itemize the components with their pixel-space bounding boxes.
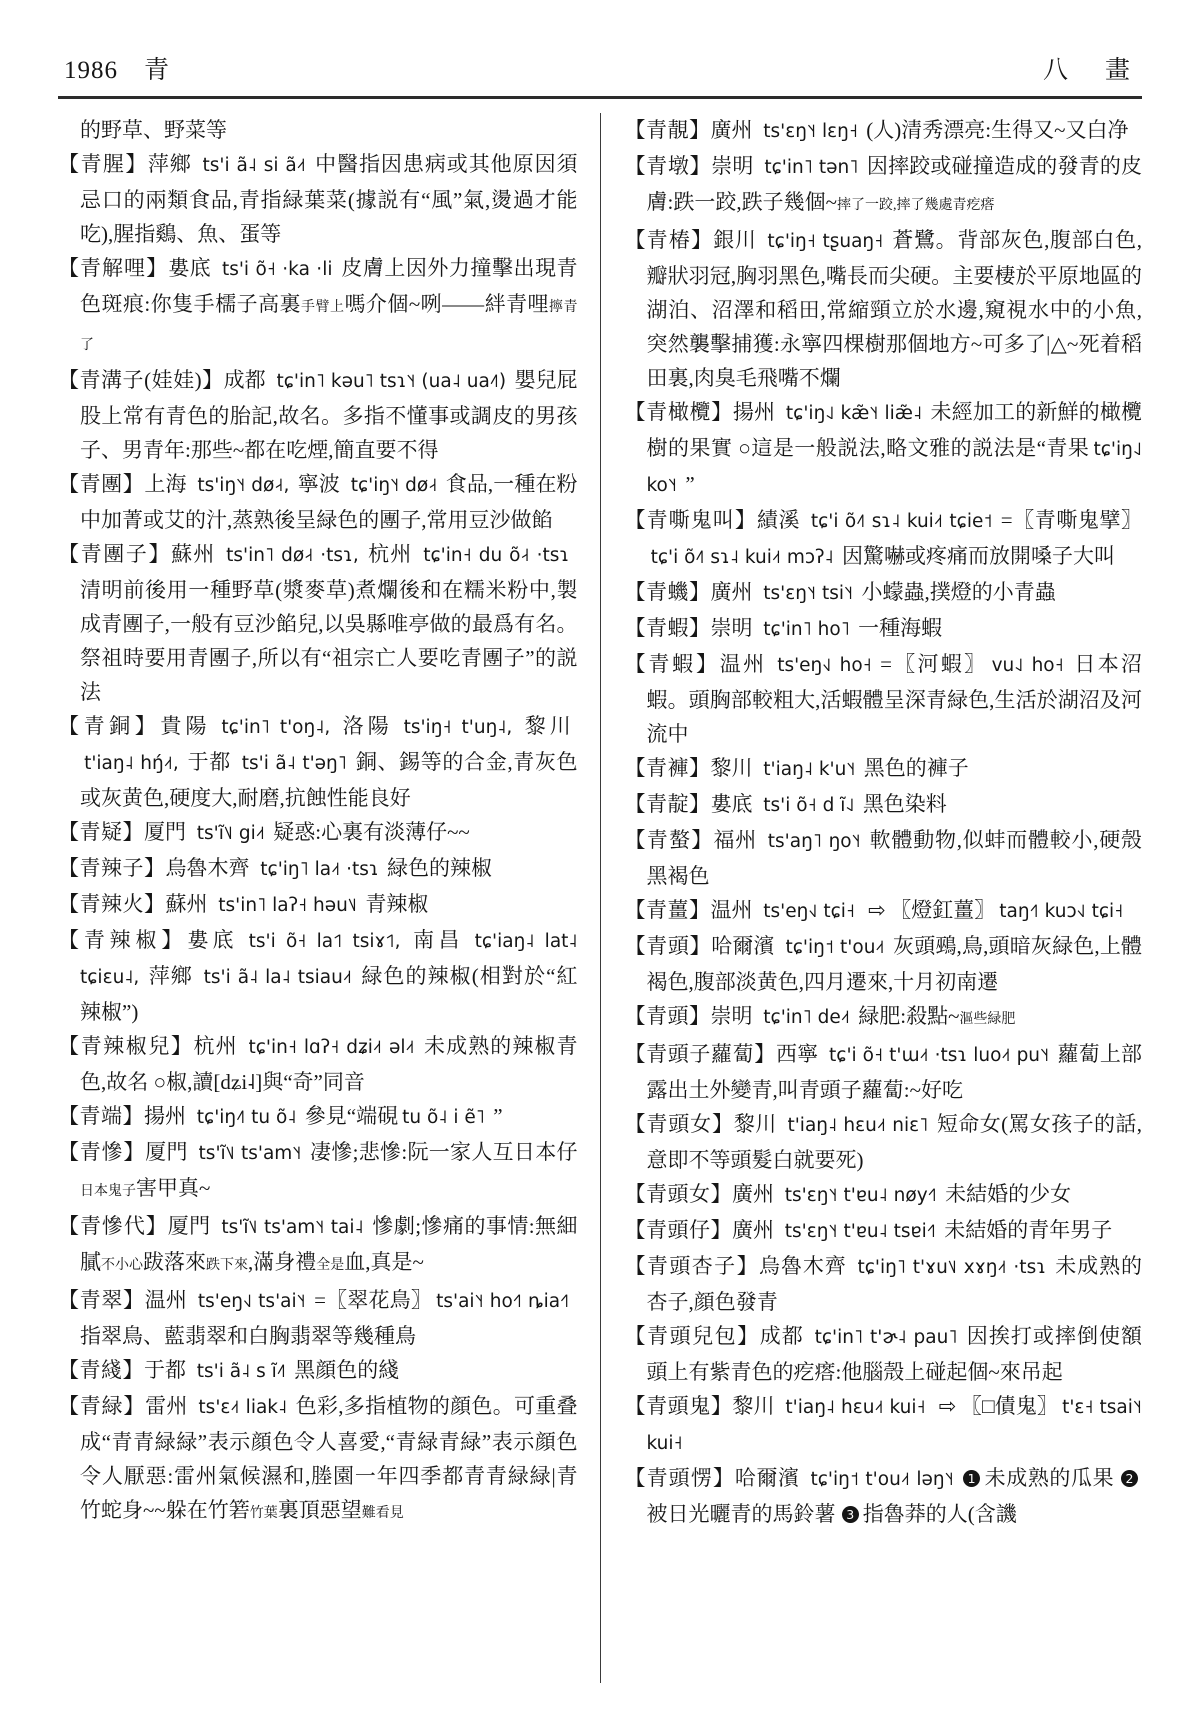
headword: 【青靚】 xyxy=(624,118,711,142)
definition-text: 嬰兒屁股上常有青色的胎記,故名。多指不懂事或調皮的男孩子、男青年:那些~都在吃煙,簡直要不得 xyxy=(80,368,578,462)
definition-text: 緑色的辣椒(相對於“紅辣椒”) xyxy=(80,964,578,1024)
headword: 【青辣火】 xyxy=(58,892,166,916)
phonetic-transcription: ts'ĩ˥˩ ts'am˥˧ xyxy=(198,1143,302,1164)
phonetic-transcription: ts'in˥ laʔ˧ həu˥˩ xyxy=(218,895,358,916)
phonetic-transcription: ts'aŋ˥ ŋo˥˧ xyxy=(767,831,861,852)
definition-text: 血,真是~ xyxy=(344,1250,424,1274)
phonetic-transcription: tu õ˨ i ẽ˥ xyxy=(402,1107,485,1128)
dictionary-entry xyxy=(625,113,1143,149)
phonetic-transcription: ts'ĩ˥˩ ts'am˥˧ tai˨ xyxy=(221,1217,364,1238)
phonetic-transcription: ts'ɛŋ˥˧ lɛŋ˧ xyxy=(763,121,858,142)
dialect-location: 杭州 xyxy=(367,542,413,566)
phonetic-transcription: ts'ɛŋ˥˧ t'ɐu˨ tsɐi˧˥ xyxy=(784,1221,936,1242)
definition-text: 黑顔色的綫 xyxy=(294,1358,400,1382)
dialect-location: 烏魯木齊 xyxy=(759,1254,847,1278)
page-header xyxy=(58,50,1142,96)
definition-text: (人)清秀漂亮:生得又~又白净 xyxy=(866,118,1129,142)
phonetic-transcription: tɕ'i õ˨˥ sɿ˨ kui˨˦ mɔʔ˨ xyxy=(650,547,834,568)
headword: 【青螯】 xyxy=(624,828,714,852)
headword: 【青頭】 xyxy=(624,934,712,958)
cross-reference: 〖□債鬼〗 xyxy=(960,1394,1059,1418)
definition-text: 未經加工的新鮮的橄欖樹的果實 ○這是一般説法,略文雅的説法是“青果 xyxy=(646,400,1142,460)
dictionary-entry xyxy=(625,1389,1143,1461)
phonetic-transcription: tɕ'in˥ kəu˥ tsɿ˥˧ (ua˨ ua˨˥) xyxy=(276,371,507,392)
dictionary-entry xyxy=(58,1353,578,1389)
circled-number: 1 xyxy=(963,1470,980,1487)
definition-text: 黑色染料 xyxy=(862,792,947,816)
definition-text: 害甲真~ xyxy=(136,1176,211,1200)
phonetic-transcription: tɕ'iŋ˥ t'ɤu˥˩ xɤŋ˨˦ ·tsɿ xyxy=(857,1257,1047,1278)
dictionary-entry xyxy=(58,1209,578,1283)
headword: 【青疑】 xyxy=(58,820,144,844)
definition-text: = xyxy=(1000,508,1013,532)
dialect-location: 銀川 xyxy=(713,228,757,252)
phonetic-transcription: tɕ'iŋ˥ la˨˦ ·tsɿ xyxy=(260,859,379,880)
phonetic-transcription: ts'iŋ˧ t'uŋ˨, xyxy=(403,717,513,738)
page-number: 1986 xyxy=(64,57,118,84)
dialect-location: 黎川 xyxy=(520,714,571,738)
definition-text: 因摔跤或碰撞造成的發青的皮膚:跌一跤,跌子幾個~ xyxy=(646,154,1142,214)
phonetic-transcription: ts'ai˥˧ ho˧˥ ȵia˧˥ xyxy=(436,1291,570,1312)
dialect-location: 西寧 xyxy=(775,1042,819,1066)
definition-text: 未結婚的青年男子 xyxy=(944,1218,1113,1242)
phonetic-transcription: taŋ˧˥ kuɔ˧˩ tɕi˧ xyxy=(999,901,1124,922)
phonetic-transcription: tɕ'iŋ˨˥ tu õ˨ xyxy=(196,1107,297,1128)
dictionary-entry xyxy=(625,1249,1143,1319)
definition-text: = xyxy=(880,652,892,676)
circled-number: 3 xyxy=(842,1506,859,1523)
definition-text: 食品,一種在粉中加菁或艾的汁,蒸熟後呈緑色的團子,常用豆沙做餡 xyxy=(80,472,578,532)
dictionary-entry xyxy=(58,923,578,1029)
dictionary-entry xyxy=(625,1107,1143,1177)
dialect-location: 成都 xyxy=(223,368,266,392)
headword: 【青頭杏子】 xyxy=(624,1254,760,1278)
phonetic-transcription: tɕ'iŋ˨˩ ko˥˧ xyxy=(646,439,1142,496)
dictionary-entry xyxy=(625,149,1143,223)
cross-reference: 〖燈釭薑〗 xyxy=(890,898,996,922)
header-left xyxy=(64,50,169,86)
dictionary-entry xyxy=(625,1037,1143,1107)
dictionary-entry xyxy=(58,113,578,147)
phonetic-transcription: ts'ɛ˨˦ liak˨ xyxy=(198,1397,288,1418)
definition-text: 蒼鷺。背部灰色,腹部白色,瓣狀羽冠,胸羽黑色,嘴長而尖硬。主要棲於平原地區的湖泊、沼澤和稻田,常縮頸立於水邊,窺視水中的小魚,突然襲擊捕獲:永寧四棵樹那個地方~可多了|△~死着稻田裏,肉臭毛飛嘴不爛 xyxy=(646,228,1142,390)
definition-text: 一種海蝦 xyxy=(858,616,943,640)
gloss-small-text: 竹葉 xyxy=(249,1506,278,1521)
phonetic-transcription: ts'ĩ˥˩ gi˨˦ xyxy=(196,823,265,844)
cross-reference: 〖翠花鳥〗 xyxy=(325,1288,433,1312)
phonetic-transcription: tɕ'in˧ du õ˨˧ ·tsɿ xyxy=(423,545,570,566)
dictionary-entry xyxy=(58,815,578,851)
section-title: 八 畫 xyxy=(1042,57,1136,84)
headword: 【青緑】 xyxy=(58,1394,146,1418)
gloss-small-text: 跌下來 xyxy=(206,1258,248,1273)
dictionary-entry xyxy=(58,1029,578,1099)
headword: 【青辣椒】 xyxy=(58,928,188,952)
definition-text: 色彩,多指植物的顔色。可重叠成“青青緑緑”表示顔色令人喜愛,“青緑青緑”表示顔色令人厭惡:雷州氣候濕和,塍園一年四季都青青緑緑|青竹蛇身~~躲在竹箬 xyxy=(80,1394,578,1522)
dictionary-entry xyxy=(625,787,1143,823)
definition-text: 短命女(罵女孩子的話,意即不等頭髮白就要死) xyxy=(646,1112,1142,1172)
headword: 【青翠】 xyxy=(58,1288,145,1312)
circled-number: 2 xyxy=(1121,1470,1138,1487)
phonetic-transcription: t'iaŋ˨ hɛu˨˦ kui˧ xyxy=(785,1397,926,1418)
dictionary-columns xyxy=(58,113,1142,1683)
definition-text: 青辣椒 xyxy=(365,892,429,916)
dialect-location: 婁底 xyxy=(168,256,212,280)
definition-text: 緑肥:殺點~ xyxy=(858,1004,960,1028)
phonetic-transcription: tɕ'iŋ˥˧ dø˨˧ xyxy=(350,475,438,496)
dialect-location: 蘇州 xyxy=(165,892,208,916)
headword: 【青蟣】 xyxy=(624,580,711,604)
dictionary-entry xyxy=(625,503,1143,575)
headword: 【青薑】 xyxy=(624,898,711,922)
phonetic-transcription: ts'eŋ˧˩ tɕi˧ xyxy=(763,901,856,922)
definition-text: 未成熟的辣椒青色,故名 ○椒,讀[dʑi˨]與“奇”同音 xyxy=(80,1034,578,1094)
phonetic-transcription: ts'ɛŋ˥˧ t'ɐu˨ nøy˧˥ xyxy=(784,1185,937,1206)
dictionary-entry xyxy=(58,887,578,923)
dialect-location: 雷州 xyxy=(145,1394,188,1418)
definition-text: 參見“端硯 xyxy=(304,1104,399,1128)
dialect-location: 于都 xyxy=(144,1358,186,1382)
headword: 【青辣椒兒】 xyxy=(58,1034,194,1058)
definition-text: 被日光曬青的馬鈴薯 xyxy=(646,1502,841,1526)
dictionary-entry xyxy=(625,1213,1143,1249)
header-rule xyxy=(58,96,1142,99)
headword: 【青辣子】 xyxy=(58,856,166,880)
definition-text: 因挨打或摔倒使額頭上有紫青色的疙瘩:他腦殼上碰起個~來吊起 xyxy=(646,1324,1142,1384)
dictionary-entry xyxy=(58,851,578,887)
definition-text: 中醫指因患病或其他原因須忌口的兩類食品,青指緑葉菜(據説有“風”氣,燙過才能吃),腥指鷄、魚、蛋等 xyxy=(80,152,578,246)
definition-text: 未成熟的瓜果 xyxy=(984,1466,1121,1490)
cross-reference: 〖青嘶鬼擘〗 xyxy=(1012,508,1142,532)
phonetic-transcription: t'iaŋ˨ hŋ́˨˦, xyxy=(84,753,179,774)
definition-text: 指魯莽的人(含譏 xyxy=(862,1502,1017,1526)
dictionary-entry xyxy=(58,537,578,709)
definition-text: = xyxy=(314,1288,326,1312)
definition-text: 嗎介個~咧——絆青哩 xyxy=(344,292,550,316)
gloss-small-text: 不小心 xyxy=(101,1258,143,1273)
headword: 【青頭】 xyxy=(624,1004,711,1028)
dialect-location: 黎川 xyxy=(733,1112,777,1136)
dialect-location: 婁底 xyxy=(710,792,753,816)
phonetic-transcription: tɕ'iŋ˨˩ kæ̃˥˧ liæ̃˨ xyxy=(785,403,923,424)
definition-text: 因驚嚇或疼痛而放開嗓子大叫 xyxy=(841,544,1115,568)
dialect-location: 南昌 xyxy=(408,928,464,952)
definition-text: 日本沼蝦。頭胸部較粗大,活蝦體呈深青緑色,生活於湖沼及河流中 xyxy=(646,652,1142,746)
headword: 【青橄欖】 xyxy=(624,400,733,424)
phonetic-transcription: ts'i ã˨ t'əŋ˥ xyxy=(241,753,347,774)
dictionary-entry xyxy=(58,147,578,251)
dialect-location: 厦門 xyxy=(145,1140,188,1164)
definition-text: 清明前後用一種野草(漿麥草)煮爛後和在糯米粉中,製成青團子,一般有豆沙餡兒,以吳縣唯亭做的最爲有名。祭祖時要用青團子,所以有“祖宗亡人要吃青團子”的説法 xyxy=(80,578,578,704)
dialect-location: 温州 xyxy=(710,898,753,922)
dialect-location: 寧波 xyxy=(297,472,340,496)
phonetic-transcription: tɕ'iaŋ˨ lat˨ tɕiɛu˨, xyxy=(80,931,578,988)
definition-text: 皮膚上因外力撞擊出現青色斑痕:你隻手檽子高裏 xyxy=(80,256,578,316)
phonetic-transcription: tɕ'in˥ ho˥ xyxy=(763,619,850,640)
gloss-small-text: 全是 xyxy=(316,1258,345,1273)
dialect-location: 烏魯木齊 xyxy=(165,856,250,880)
dialect-location: 福州 xyxy=(713,828,757,852)
dialect-location: 崇明 xyxy=(710,1004,753,1028)
phonetic-transcription: t'ɛ˧ tsai˥˧ kui˧ xyxy=(646,1397,1142,1454)
left-column xyxy=(58,113,600,1683)
dictionary-entry xyxy=(58,1135,578,1209)
headword: 【青頭女】 xyxy=(624,1182,732,1206)
dictionary-entry xyxy=(58,467,578,537)
headword: 【青靛】 xyxy=(624,792,711,816)
arrow-icon: ⇨ xyxy=(867,898,886,922)
gloss-small-text: 摔了一跤,摔了幾處青疙瘩 xyxy=(836,198,995,213)
dialect-location: 萍鄉 xyxy=(147,964,193,988)
headword: 【青頭仔】 xyxy=(624,1218,732,1242)
phonetic-transcription: ts'i ã˨ si ã˨˦ xyxy=(202,155,306,176)
page-guide-char: 青 xyxy=(144,57,170,84)
dialect-location: 揚州 xyxy=(732,400,776,424)
dictionary-entry xyxy=(625,823,1143,893)
phonetic-transcription: tɕ'i õ˨˥ sɿ˨ kui˨˦ tɕie˦ xyxy=(810,511,993,532)
definition-text: ” xyxy=(685,472,695,496)
definition-text: 裏頂惡望 xyxy=(277,1498,362,1522)
headword: 【青團】 xyxy=(58,472,145,496)
dialect-location: 績溪 xyxy=(756,508,801,532)
phonetic-transcription: ts'i õ˧ ·ka ·li xyxy=(221,259,333,280)
definition-text: 緑色的辣椒 xyxy=(387,856,493,880)
dictionary-entry xyxy=(625,1319,1143,1389)
dictionary-entry xyxy=(625,893,1143,929)
dialect-location: 廣州 xyxy=(710,580,753,604)
dialect-location: 厦門 xyxy=(167,1214,211,1238)
definition-text: 指翠鳥、藍翡翠和白胸翡翠等幾種鳥 xyxy=(80,1324,416,1348)
dialect-location: 貴陽 xyxy=(160,714,211,738)
dialect-location: 温州 xyxy=(719,652,767,676)
dictionary-entry xyxy=(58,1283,578,1353)
definition-text: ,滿身禮 xyxy=(248,1250,317,1274)
dialect-location: 厦門 xyxy=(144,820,186,844)
cross-reference: 〖河蝦〗 xyxy=(891,652,988,676)
dialect-location: 成都 xyxy=(759,1324,804,1348)
gloss-small-text: 手臂上 xyxy=(301,300,345,315)
dialect-location: 崇明 xyxy=(711,154,754,178)
phonetic-transcription: tɕ'in˧ lɑʔ˧ dʑi˨˦ əl˨˦ xyxy=(248,1037,415,1058)
definition-text: 未成熟的杏子,顔色發青 xyxy=(646,1254,1142,1314)
definition-text: ” xyxy=(493,1104,503,1128)
dialect-location: 杭州 xyxy=(193,1034,238,1058)
headword: 【青團子】 xyxy=(58,542,172,566)
dictionary-entry xyxy=(58,251,578,363)
headword: 【青頭鬼】 xyxy=(624,1394,733,1418)
phonetic-transcription: ts'iŋ˥˧ dø˨˧, xyxy=(197,475,290,496)
definition-text: 凄慘;悲慘:阮一家人互日本仔 xyxy=(309,1140,578,1164)
definition-text: 銅、錫等的合金,青灰色或灰黄色,硬度大,耐磨,抗蝕性能良好 xyxy=(80,750,578,810)
phonetic-transcription: tɕ'iŋ˦ t'ou˨˦ xyxy=(785,937,885,958)
dialect-location: 廣州 xyxy=(732,1218,774,1242)
headword: 【青頭子蘿蔔】 xyxy=(624,1042,776,1066)
headword: 【青頭女】 xyxy=(624,1112,734,1136)
dialect-location: 上海 xyxy=(144,472,187,496)
definition-text: 未結婚的少女 xyxy=(945,1182,1072,1206)
phonetic-transcription: ts'in˥ dø˨˧ ·tsɿ, xyxy=(226,545,359,566)
gloss-small-text: 難看見 xyxy=(361,1506,404,1521)
definition-text: 灰頭鵐,鳥,頭暗灰緑色,上體褐色,腹部淡黄色,四月遷來,十月初南遷 xyxy=(646,934,1142,994)
dictionary-entry xyxy=(625,999,1143,1037)
headword: 【青嘶鬼叫】 xyxy=(624,508,757,532)
dialect-location: 哈爾濱 xyxy=(711,934,775,958)
headword: 【青端】 xyxy=(58,1104,144,1128)
headword: 【青頭兒包】 xyxy=(624,1324,760,1348)
dictionary-entry xyxy=(58,1389,578,1531)
phonetic-transcription: tɕ'iŋ˦ t'ou˨˦ ləŋ˥˧ xyxy=(810,1469,954,1490)
arrow-icon: ⇨ xyxy=(938,1394,957,1418)
dialect-location: 廣州 xyxy=(732,1182,774,1206)
dictionary-entry xyxy=(625,575,1143,611)
gloss-small-text: 擰青了 xyxy=(80,300,578,353)
headword: 【青溝子(娃娃)】 xyxy=(58,368,224,392)
dialect-location: 蘇州 xyxy=(171,542,216,566)
dictionary-entry xyxy=(58,363,578,467)
dialect-location: 于都 xyxy=(187,750,231,774)
definition-text: 跋落來 xyxy=(143,1250,206,1274)
dialect-location: 哈爾濱 xyxy=(734,1466,800,1490)
phonetic-transcription: tɕ'in˥ t'oŋ˨, xyxy=(221,717,331,738)
definition-text: 的野草、野菜等 xyxy=(80,118,227,142)
headword: 【青蝦】 xyxy=(624,616,711,640)
gloss-small-text: 日本鬼子 xyxy=(80,1184,136,1199)
dictionary-entry xyxy=(625,1461,1143,1531)
dictionary-entry xyxy=(625,611,1143,647)
phonetic-transcription: ts'i õ˧ d ĩ˨˩ xyxy=(763,795,855,816)
phonetic-transcription: tɕ'in˥ tən˥ xyxy=(764,157,859,178)
headword: 【青頭愣】 xyxy=(624,1466,735,1490)
phonetic-transcription: tɕ'i õ˧ t'ɯ˨˦ ·tsɿ luo˨˦ pu˥˧ xyxy=(829,1045,1050,1066)
dialect-location: 温州 xyxy=(144,1288,188,1312)
phonetic-transcription: ts'i õ˧ la˦˥ tsiɤ˦˥, xyxy=(248,931,401,952)
dialect-location: 洛陽 xyxy=(338,714,393,738)
dialect-location: 婁底 xyxy=(187,928,238,952)
definition-text: 疑惑:心裏有淡薄仔~~ xyxy=(273,820,470,844)
headword: 【青解哩】 xyxy=(58,256,169,280)
headword: 【青腥】 xyxy=(58,152,148,176)
phonetic-transcription: tɕ'iŋ˧ tʂuaŋ˧ xyxy=(767,231,884,252)
dialect-location: 崇明 xyxy=(710,616,753,640)
headword: 【青蝦】 xyxy=(624,652,720,676)
phonetic-transcription: t'iaŋ˨ k'u˥˧ xyxy=(763,759,856,780)
definition-text: 黑色的褲子 xyxy=(863,756,969,780)
dictionary-entry xyxy=(625,1177,1143,1213)
dictionary-entry xyxy=(625,647,1143,751)
phonetic-transcription: ts'eŋ˧˩ ts'ai˥˧ xyxy=(197,1291,306,1312)
phonetic-transcription: tɕ'in˥ de˨˦ xyxy=(763,1007,850,1028)
phonetic-transcription: ts'i ã˨ la˨ tsiau˨˦ xyxy=(203,967,352,988)
headword: 【青褲】 xyxy=(624,756,711,780)
phonetic-transcription: ts'i ã˨ s ĩ˨˥ xyxy=(196,1361,286,1382)
headword: 【青墩】 xyxy=(624,154,712,178)
phonetic-transcription: tɕ'in˥ t'ɚ˨ pau˥ xyxy=(814,1327,958,1348)
dialect-location: 廣州 xyxy=(710,118,753,142)
right-column xyxy=(601,113,1143,1683)
headword: 【青銅】 xyxy=(58,714,161,738)
dictionary-entry xyxy=(625,929,1143,999)
gloss-small-text: 漚些緑肥 xyxy=(959,1012,1016,1027)
dictionary-entry xyxy=(625,395,1143,503)
dictionary-entry xyxy=(625,751,1143,787)
definition-text: 軟體動物,似蚌而體較小,硬殼黑褐色 xyxy=(646,828,1142,888)
dictionary-entry xyxy=(58,709,578,815)
dialect-location: 黎川 xyxy=(732,1394,775,1418)
definition-text: 蘿蔔上部露出土外變青,叫青頭子蘿蔔:~好吃 xyxy=(646,1042,1142,1102)
phonetic-transcription: t'iaŋ˨ hɛu˨˦ niɛ˥ xyxy=(787,1115,929,1136)
headword: 【青慘代】 xyxy=(58,1214,168,1238)
phonetic-transcription: ts'eŋ˧˩ ho˧ xyxy=(777,655,872,676)
dialect-location: 黎川 xyxy=(710,756,753,780)
dialect-location: 揚州 xyxy=(144,1104,186,1128)
headword: 【青綫】 xyxy=(58,1358,144,1382)
headword: 【青慘】 xyxy=(58,1140,146,1164)
phonetic-transcription: vu˨˩ ho˧ xyxy=(991,655,1064,676)
dialect-location: 萍鄉 xyxy=(147,152,192,176)
definition-text: 小蠓蟲,撲燈的小青蟲 xyxy=(861,580,1056,604)
headword: 【青椿】 xyxy=(624,228,714,252)
definition-text: 慘劇;慘痛的事情:無細膩 xyxy=(80,1214,578,1274)
phonetic-transcription: ts'ɛŋ˥˧ tsi˥˧ xyxy=(763,583,854,604)
dictionary-entry xyxy=(58,1099,578,1135)
dictionary-entry xyxy=(625,223,1143,395)
